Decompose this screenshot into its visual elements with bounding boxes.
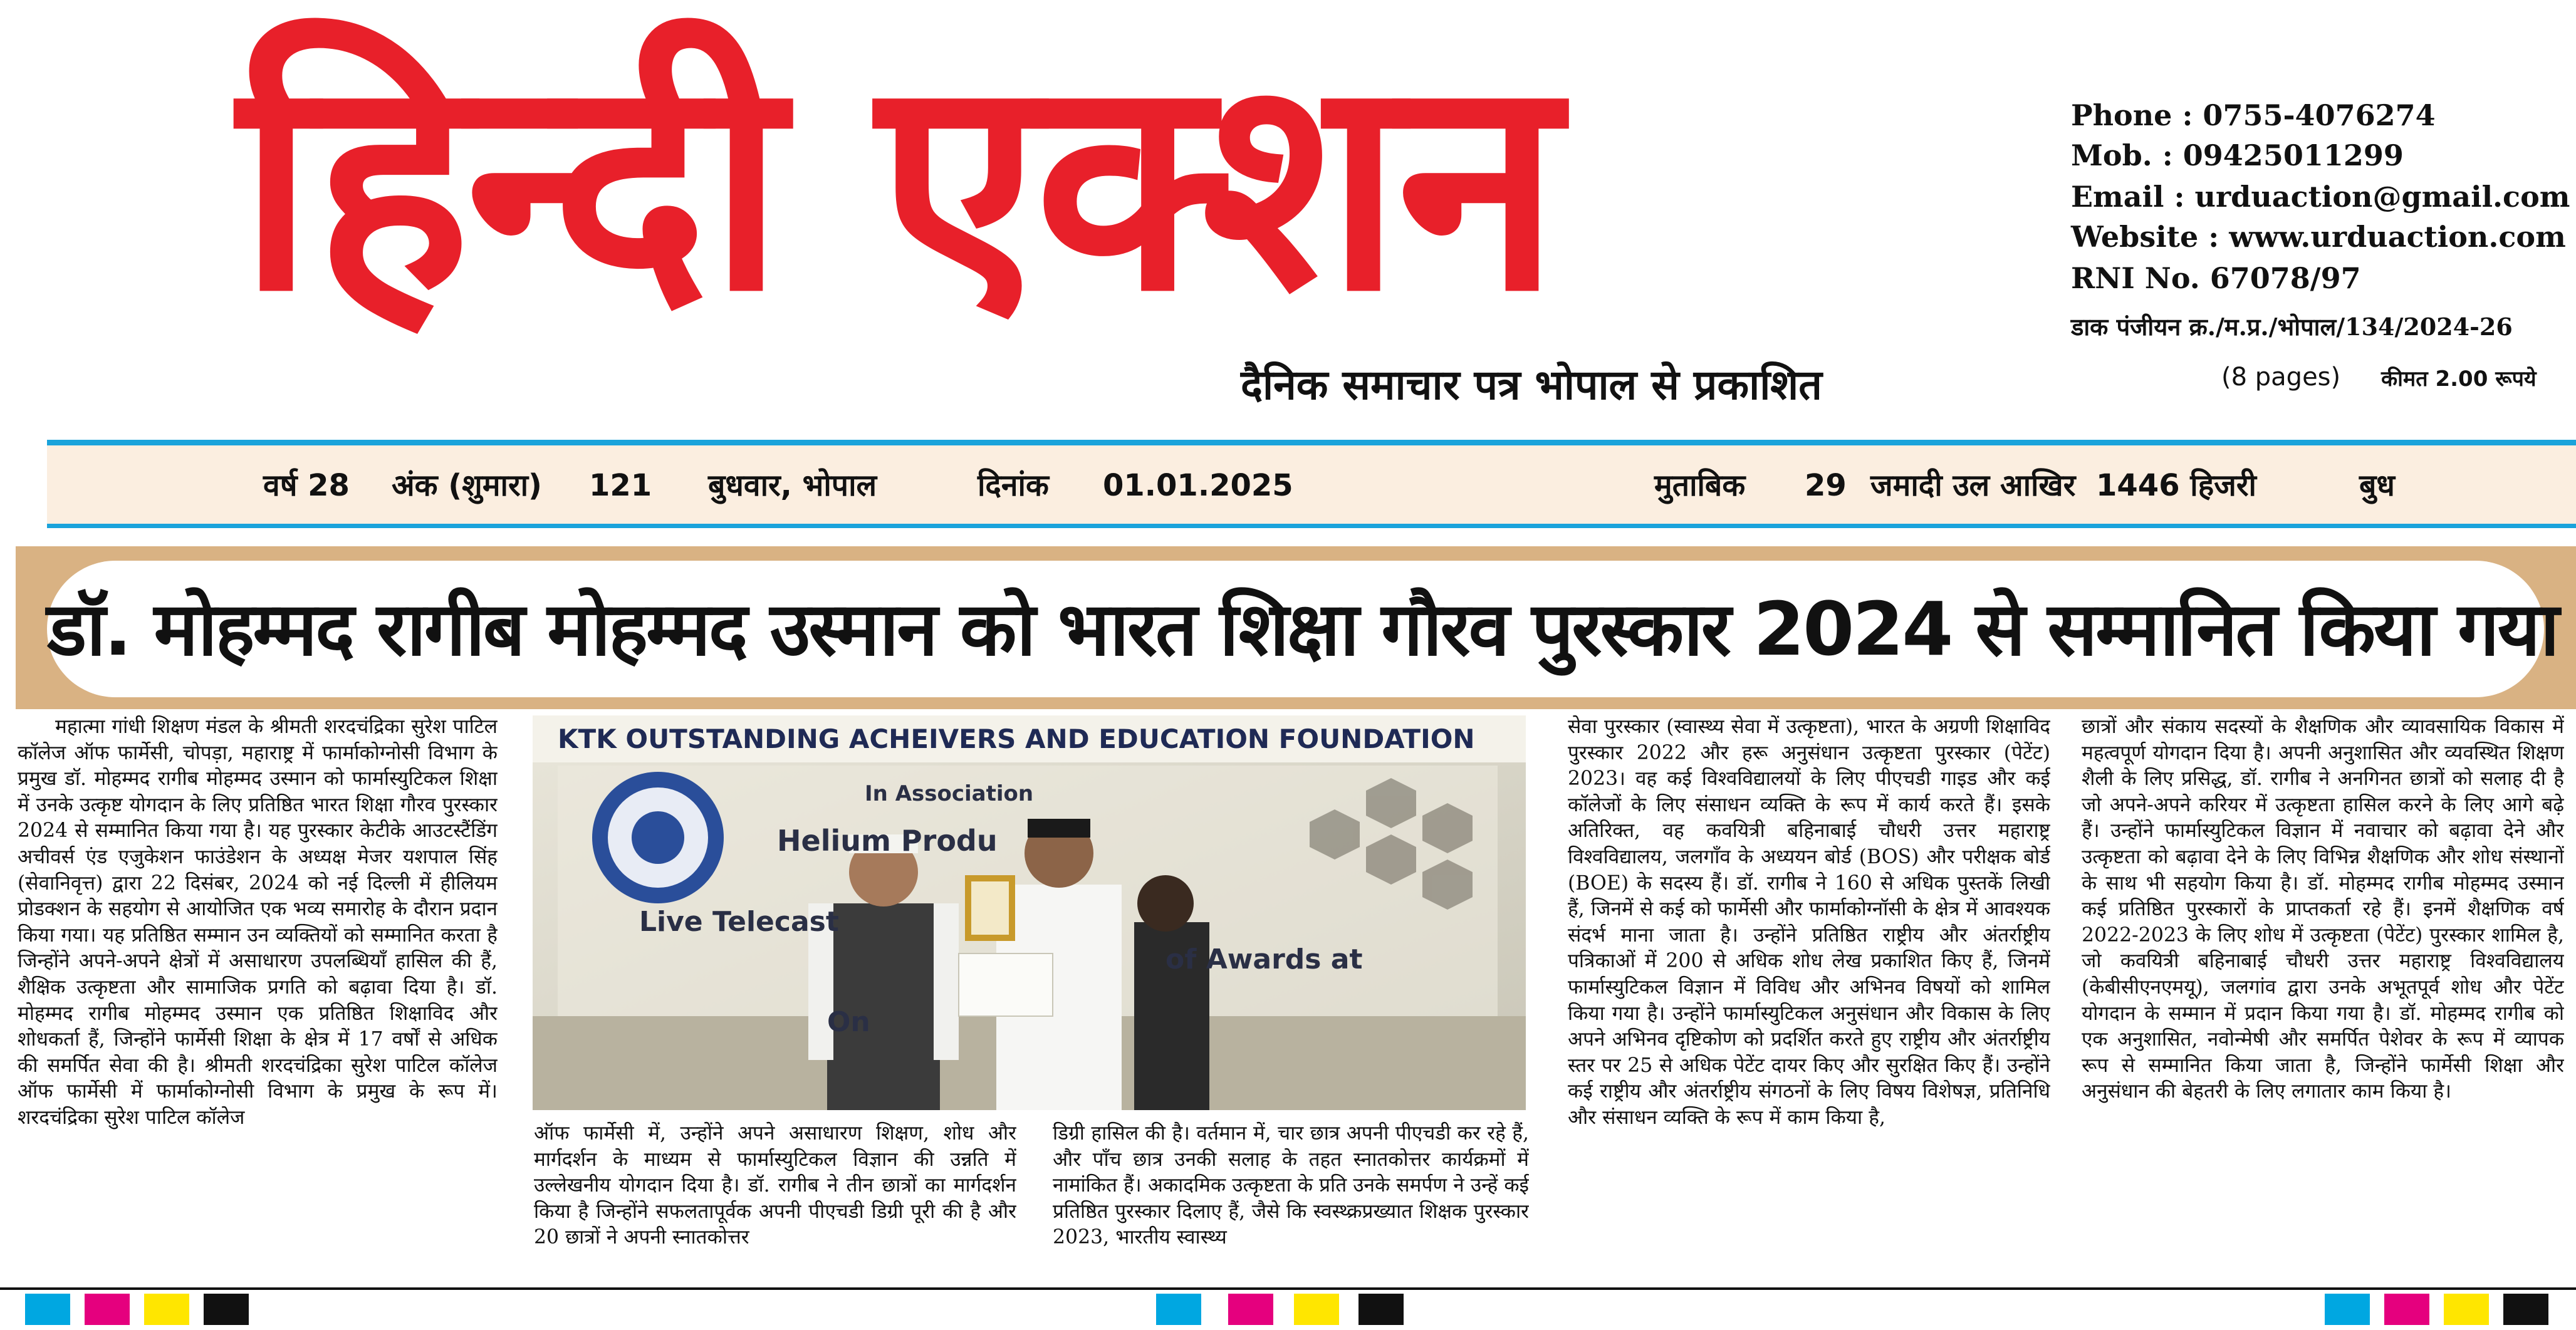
registration-mark-magenta [2384,1294,2429,1325]
photo-text-association: In Association [865,781,1034,806]
article-column-2 [534,1121,1016,1277]
registration-mark-black [204,1294,249,1325]
article-column-4 [1568,714,2050,1275]
equivalent-label: मुताबिक [1654,468,1746,503]
headline: डॉ. मोहम्मद रागीब मोहम्मद उस्मान को भारत शिक्षा गौरव पुरस्कार 2024 से सम्मानित किया गया [47,586,2558,672]
article-col2-text: ऑफ फार्मेसी में, उन्होंने अपने असाधारण शिक्षण, शोध और मार्गदर्शन के माध्यम से फार्मास्युटिकल विज्ञान की उन्नति में उल्लेखनीय योगदान दिया है। डॉ. रागीब ने तीन छात्रों का मार्गदर्शन किया है जिन्होंने सफलतापूर्वक अपनी पीएचडी डिग्री पूरी की है और 20 छात्रों ने अपनी स्नातकोत्तर [534,1122,1016,1249]
date: 01.01.2025 [1103,468,1293,503]
price: कीमत 2.00 रूपये [2381,366,2537,392]
hijri-year: 1446 हिजरी [2096,468,2256,503]
date-label: दिनांक [978,468,1049,503]
registration-mark-black [1358,1294,1404,1325]
contact-mobile: Mob. : 09425011299 [2071,138,2404,172]
day-place: बुधवार, भोपाल [708,468,877,503]
date-band-top-rule [47,440,2576,445]
hijri-month: जमादी उल आखिर [1870,468,2076,503]
registration-mark-black [2503,1294,2548,1325]
registration-mark-yellow [2444,1294,2489,1325]
issue-label: अंक (शुमारा) [392,468,542,503]
registration-mark-cyan [25,1294,70,1325]
date-band-bottom-rule [47,524,2576,528]
postal-registration: डाक पंजीयन क्र./म.प्र./भोपाल/134/2024-26 [2071,313,2513,341]
article-column-5 [2082,714,2564,1275]
contact-rni: RNI No. 67078/97 [2071,261,2361,295]
registration-mark-yellow [1294,1294,1339,1325]
article-column-3 [1053,1121,1529,1277]
article-col1-text: महात्मा गांधी शिक्षण मंडल के श्रीमती शरदचंद्रिका सुरेश पाटिल कॉलेज ऑफ फार्मेसी, चोपड़ा, महाराष्ट्र में फार्माकोग्नोसी विभाग के प्रमुख डॉ. मोहम्मद रागीब मोहम्मद उस्मान को फार्मास्युटिकल शिक्षा में उनके उत्कृष्ट योगदान के लिए प्रतिष्ठित भारत शिक्षा गौरव पुरस्कार 2024 से सम्मानित किया गया है। यह पुरस्कार केटीके आउटस्टैंडिंग अचीवर्स एंड एजुकेशन फाउंडेशन के अध्यक्ष मेजर यशपाल सिंह (सेवानिवृत्त) द्वारा 22 दिसंबर, 2024 को नई दिल्ली में हीलियम प्रोडक्शन के सहयोग से आयोजित एक भव्य समारोह के दौरान प्रदान किया गया। यह प्रतिष्ठित सम्मान उन व्यक्तियों को सम्मानित करता है जिन्होंने अपने-अपने क्षेत्रों में असाधारण उपलब्धियाँ हासिल की हैं, शैक्षिक उत्कृष्टता और सामाजिक प्रगति को बढ़ावा दिया है। डॉ. मोहम्मद रागीब मोहम्मद उस्मान एक प्रतिष्ठित शिक्षाविद और शोधकर्ता हैं, जिन्होंने फार्मेसी शिक्षा के क्षेत्र में 17 वर्षों से अधिक की समर्पित सेवा की है। श्रीमती शरदचंद्रिका सुरेश पाटिल कॉलेज ऑफ फार्मेसी में फार्माकोग्नोसी विभाग के प्रमुख के रूप में। शरदचंद्रिका सुरेश पाटिल कॉलेज [18,715,498,1129]
photo-text-telecast: Live Telecast [639,906,839,938]
registration-mark-magenta [85,1294,130,1325]
contact-email: Email : urduaction@gmail.com [2071,180,2570,214]
year-label: वर्ष 28 [263,468,350,503]
contact-phone: Phone : 0755-4076274 [2071,98,2436,132]
weekday: बुध [2359,468,2395,503]
photo-banner-text: KTK OUTSTANDING ACHEIVERS AND EDUCATION FOUNDATION [558,724,1475,754]
photo-text-awards: of Awards at [1165,943,1363,975]
registration-mark-cyan [1156,1294,1201,1325]
masthead-title: हिन्दी एक्शन [238,13,1555,356]
article-col3-text: डिग्री हासिल की है। वर्तमान में, चार छात्र अपनी पीएचडी कर रहे हैं, और पाँच छात्र उनकी सलाह के तहत स्नातकोत्तर कार्यक्रमों में नामांकित हैं। अकादमिक उत्कृष्टता के प्रति उनके समर्पण ने उन्हें कई प्रतिष्ठित पुरस्कार दिलाए हैं, जैसे कि स्वस्थ्क्रप्रख्यात शिक्षक पुरस्कार 2023, भारतीय स्वास्थ्य [1053,1122,1529,1249]
contact-website: Website : www.urduaction.com [2071,220,2566,254]
issue-number: 121 [589,468,652,503]
article-column-1 [18,714,498,1275]
article-col5-text: छात्रों और संकाय सदस्यों के शैक्षणिक और व्यावसायिक विकास में महत्वपूर्ण योगदान दिया है। अपनी अनुशासित और व्यवस्थित शिक्षण शैली के लिए प्रसिद्ध, डॉ. रागीब ने अनगिनत छात्रों को सलाह दी है जो अपने-अपने करियर में उत्कृष्टता हासिल करने के लिए आगे बढ़े हैं। उन्होंने फार्मास्युटिकल विज्ञान में नवाचार को बढ़ावा देने और उत्कृष्टता को बढ़ावा देने के लिए विभिन्न शैक्षणिक और शोध संस्थानों के साथ भी सहयोग किया है। डॉ. मोहम्मद रागीब मोहम्मद उस्मान कई प्रतिष्ठित पुरस्कारों के प्राप्तकर्ता रहे हैं। इनमें शैक्षणिक वर्ष 2022-2023 के लिए शोध में उत्कृष्टता (पेटेंट) पुरस्कार शामिल है, जो कवयित्री बहिनाबाई चौधरी उत्तर महाराष्ट्र विश्वविद्यालय (केबीसीएनएमयू), जलगांव द्वारा उनके अभूतपूर्व शोध और पेटेंट योगदान के सम्मान में प्रदान किया गया है। डॉ. मोहम्मद रागीब को एक अनुशासित, नवोन्मेषी और समर्पित पेशेवर के रूप में व्यापक रूप से सम्मानित किया जाता है, जिन्होंने फार्मेसी शिक्षा और अनुसंधान की बेहतरी के लिए लगातार काम किया है। [2082,715,2564,1103]
page-count: (8 pages) [2221,363,2341,392]
registration-mark-cyan [2325,1294,2370,1325]
photo-text-on: On [827,1006,870,1038]
article-col4-text: सेवा पुरस्कार (स्वास्थ्य सेवा में उत्कृष्टता), भारत के अग्रणी शिक्षाविद पुरस्कार 2022 और हरू अनुसंधान उत्कृष्टता पुरस्कार (पेटेंट) 2023। वह कई विश्वविद्यालयों के लिए पीएचडी गाइड और कई कॉलेजों के लिए संसाधन व्यक्ति के रूप में कार्य करते हैं। इसके अतिरिक्त, वह कवयित्री बहिनाबाई चौधरी उत्तर महाराष्ट्र विश्वविद्यालय, जलगाँव के अध्ययन बोर्ड (BOS) और परीक्षक बोर्ड (BOE) के सदस्य हैं। डॉ. रागीब ने 160 से अधिक पुस्तकें लिखी हैं, जिनमें से कई को फार्मेसी और फार्माकोग्नॉसी के क्षेत्र में आवश्यक संदर्भ माना जाता है। उन्होंने प्रतिष्ठित राष्ट्रीय और अंतर्राष्ट्रीय पत्रिकाओं में 200 से अधिक शोध लेख प्रकाशित किए हैं, जिनमें फार्मास्युटिकल विज्ञान में विविध और अभिनव विषयों को शामिल किया गया है। उन्होंने फार्मास्युटिकल अनुसंधान और विकास के लिए अपने अभिनव दृष्टिकोण को प्रदर्शित करते हुए राष्ट्रीय और अंतर्राष्ट्रीय स्तर पर 25 से अधिक पेटेंट दायर किए और सुरक्षित किए हैं। उन्होंने कई राष्ट्रीय और अंतर्राष्ट्रीय संगठनों के लिए विषय विशेषज्ञ, प्रतिनिधि और संसाधन व्यक्ति के रूप में काम किया है, [1568,715,2050,1129]
bottom-rule [0,1287,2576,1290]
masthead-tagline: दैनिक समाचार पत्र भोपाल से प्रकाशित [1241,361,1822,409]
registration-mark-yellow [144,1294,189,1325]
hijri-day: 29 [1805,468,1847,503]
photo-text-production: Helium Produ [777,824,998,858]
award-photo [533,715,1526,1110]
registration-mark-magenta [1228,1294,1273,1325]
